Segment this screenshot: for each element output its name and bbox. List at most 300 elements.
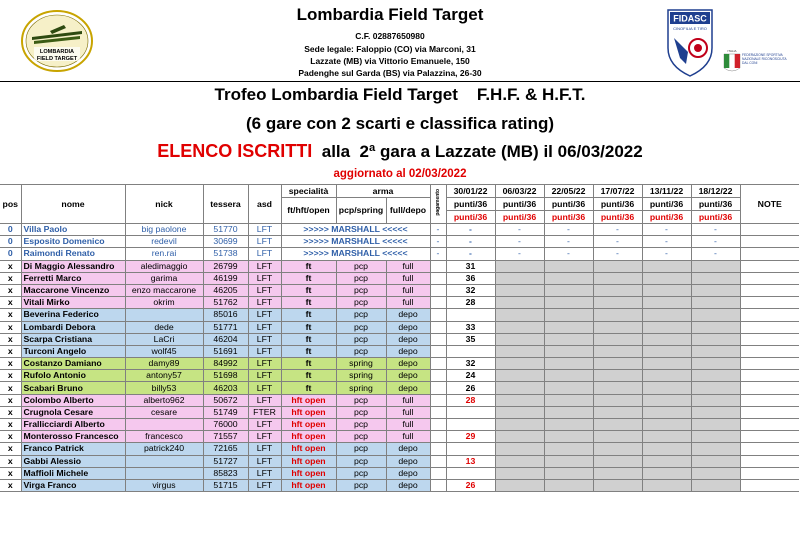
cell-nick — [125, 419, 203, 431]
cell-nome: Maffioli Michele — [21, 467, 125, 479]
cell-pos: x — [0, 467, 21, 479]
cell-asd: LFT — [248, 309, 281, 321]
cell-pos: x — [0, 260, 21, 272]
col-pagamento-header: pagamento — [430, 185, 446, 224]
cell-tipo: full — [386, 394, 430, 406]
cell-nick: cesare — [125, 406, 203, 418]
cell-asd: LFT — [248, 382, 281, 394]
table-row — [0, 431, 799, 443]
cell-score-empty — [691, 272, 740, 284]
cell-score-empty — [544, 260, 593, 272]
cell-note — [740, 467, 799, 479]
cell-tessera: 46204 — [203, 333, 248, 345]
cell-score-empty — [691, 479, 740, 491]
cell-score-empty — [691, 260, 740, 272]
event-heading — [0, 141, 800, 162]
punti-label-red: punti/36 — [544, 211, 593, 224]
punti-label-red: punti/36 — [691, 211, 740, 224]
punti-label: punti/36 — [446, 198, 495, 211]
punti-label: punti/36 — [691, 198, 740, 211]
cell-nick: aledimaggio — [125, 260, 203, 272]
cell-asd: LFT — [248, 455, 281, 467]
cell-arma: spring — [336, 370, 386, 382]
cell-tessera: 51715 — [203, 479, 248, 491]
cell-asd: LFT — [248, 345, 281, 357]
header-row-1 — [0, 185, 799, 198]
date-header: 06/03/22 — [495, 185, 544, 198]
cell-nick — [125, 455, 203, 467]
elenco-iscritti-label: ELENCO ISCRITTI — [157, 141, 313, 161]
cell-score-empty — [642, 419, 691, 431]
cell-score-empty — [593, 358, 642, 370]
cell-score-empty — [495, 284, 544, 296]
cell-score-empty — [691, 321, 740, 333]
cell-score-empty — [593, 419, 642, 431]
cell-score-empty — [544, 333, 593, 345]
cell-asd: LFT — [248, 467, 281, 479]
cell-score: 35 — [446, 333, 495, 345]
cell-score-empty — [593, 272, 642, 284]
cell-nome: Rufolo Antonio — [21, 370, 125, 382]
cell-score-empty — [691, 309, 740, 321]
cell-score: 24 — [446, 370, 495, 382]
cell-asd: LFT — [248, 358, 281, 370]
cell-score-empty — [593, 309, 642, 321]
cell-score: - — [446, 248, 495, 260]
cell-score-empty — [691, 333, 740, 345]
cell-note — [740, 358, 799, 370]
cell-pos: x — [0, 443, 21, 455]
cell-nick: redevil — [125, 236, 203, 248]
cell-score-empty — [593, 406, 642, 418]
cell-score: 28 — [446, 297, 495, 309]
cell-tessera: 46203 — [203, 382, 248, 394]
cell-tessera: 85016 — [203, 309, 248, 321]
cell-score-empty — [544, 406, 593, 418]
cell-nick: big paolone — [125, 224, 203, 236]
table-row — [0, 321, 799, 333]
svg-text:FIELD TARGET: FIELD TARGET — [36, 56, 78, 62]
cell-pos: x — [0, 382, 21, 394]
cell-nick: alberto962 — [125, 394, 203, 406]
cell-nick: garima — [125, 272, 203, 284]
table-row — [0, 479, 799, 491]
col-specialita-header: specialità — [281, 185, 336, 198]
cell-tipo: depo — [386, 455, 430, 467]
cell-score-empty — [544, 297, 593, 309]
cell-tessera: 51727 — [203, 455, 248, 467]
org-cf: C.F. 02887650980 — [355, 31, 425, 41]
cell-arma: spring — [336, 382, 386, 394]
cell-score-empty — [593, 431, 642, 443]
cell-score-empty — [544, 345, 593, 357]
cell-pagamento — [430, 284, 446, 296]
cell-tessera: 26799 — [203, 260, 248, 272]
cell-note — [740, 284, 799, 296]
table-row — [0, 309, 799, 321]
cell-score-empty — [642, 345, 691, 357]
cell-score-empty — [544, 272, 593, 284]
cell-marshall: >>>>> MARSHALL <<<<< — [281, 236, 430, 248]
table-row — [0, 443, 799, 455]
cell-nome: Monterosso Francesco — [21, 431, 125, 443]
cell-pagamento — [430, 431, 446, 443]
punti-label-red: punti/36 — [593, 211, 642, 224]
cell-nick: dede — [125, 321, 203, 333]
table-row — [0, 248, 799, 260]
cell-score-empty — [593, 333, 642, 345]
cell-specialita: ft — [281, 358, 336, 370]
cell-nome: Turconi Angelo — [21, 345, 125, 357]
cell-score-empty — [495, 467, 544, 479]
table-row — [0, 394, 799, 406]
cell-score: 26 — [446, 479, 495, 491]
table-row — [0, 419, 799, 431]
cell-pagamento — [430, 309, 446, 321]
cell-pagamento — [430, 260, 446, 272]
cell-specialita: ft — [281, 345, 336, 357]
cell-arma: pcp — [336, 345, 386, 357]
cell-score-empty — [495, 394, 544, 406]
cell-score-empty — [593, 260, 642, 272]
cell-score-empty — [544, 394, 593, 406]
cell-pos: x — [0, 321, 21, 333]
cell-note — [740, 431, 799, 443]
col-nome-header: nome — [21, 185, 125, 224]
cell-pagamento: - — [430, 236, 446, 248]
cell-score-empty — [495, 358, 544, 370]
cell-pagamento — [430, 394, 446, 406]
cell-score-empty — [691, 358, 740, 370]
cell-score-empty: - — [495, 248, 544, 260]
cell-score-empty — [642, 479, 691, 491]
cell-nick: wolf45 — [125, 345, 203, 357]
cell-arma: pcp — [336, 431, 386, 443]
cell-asd: LFT — [248, 394, 281, 406]
cell-pos: x — [0, 431, 21, 443]
cell-score-empty — [642, 382, 691, 394]
cell-tessera: 76000 — [203, 419, 248, 431]
cell-score-empty — [593, 479, 642, 491]
cell-score — [446, 443, 495, 455]
cell-nick: patrick240 — [125, 443, 203, 455]
cell-score-empty: - — [642, 236, 691, 248]
date-header: 22/05/22 — [544, 185, 593, 198]
cell-tipo: full — [386, 272, 430, 284]
cell-pos: x — [0, 419, 21, 431]
cell-tipo: full — [386, 284, 430, 296]
cell-tipo: depo — [386, 321, 430, 333]
cell-score-empty — [642, 370, 691, 382]
cell-tessera: 71557 — [203, 431, 248, 443]
cell-nome: Costanzo Damiano — [21, 358, 125, 370]
punti-label-red: punti/36 — [446, 211, 495, 224]
cell-score-empty — [642, 455, 691, 467]
col-asd-header: asd — [248, 185, 281, 224]
cell-score-empty — [642, 431, 691, 443]
fidasc-text: FIDASC — [673, 13, 707, 24]
cell-note — [740, 260, 799, 272]
cell-score-empty — [495, 431, 544, 443]
cell-score: - — [446, 236, 495, 248]
cell-score-empty: - — [642, 248, 691, 260]
cell-tessera: 51762 — [203, 297, 248, 309]
cell-score-empty — [544, 284, 593, 296]
cell-score-empty — [593, 467, 642, 479]
cell-note — [740, 382, 799, 394]
cell-specialita: hft open — [281, 419, 336, 431]
cell-tessera: 46205 — [203, 284, 248, 296]
cell-tessera: 51749 — [203, 406, 248, 418]
date-header: 30/01/22 — [446, 185, 495, 198]
cell-nome: Colombo Alberto — [21, 394, 125, 406]
cell-arma: pcp — [336, 406, 386, 418]
cell-score-empty — [495, 321, 544, 333]
cell-pos: x — [0, 370, 21, 382]
cell-asd: LFT — [248, 224, 281, 236]
cell-nome: Vitali Mirko — [21, 297, 125, 309]
cell-score-empty — [495, 345, 544, 357]
cell-note — [740, 406, 799, 418]
cell-tessera: 51691 — [203, 345, 248, 357]
table-row — [0, 345, 799, 357]
cell-score-empty — [691, 455, 740, 467]
cell-score-empty — [691, 297, 740, 309]
cell-pos: x — [0, 284, 21, 296]
table-row — [0, 224, 799, 236]
cell-note — [740, 224, 799, 236]
cell-pos: 0 — [0, 248, 21, 260]
punti-label: punti/36 — [642, 198, 691, 211]
cell-tipo: depo — [386, 382, 430, 394]
cell-score-empty — [495, 370, 544, 382]
cell-tessera: 51770 — [203, 224, 248, 236]
cell-asd: FTER — [248, 406, 281, 418]
cell-asd: LFT — [248, 443, 281, 455]
cell-score-empty — [642, 467, 691, 479]
cell-score-empty — [593, 297, 642, 309]
cell-pos: 0 — [0, 224, 21, 236]
cell-score-empty — [593, 455, 642, 467]
cell-pos: x — [0, 479, 21, 491]
cell-pagamento — [430, 358, 446, 370]
col-specialita-sub: ft/hft/open — [281, 198, 336, 224]
cell-pagamento — [430, 455, 446, 467]
cell-arma: pcp — [336, 467, 386, 479]
cell-score-empty — [691, 467, 740, 479]
cell-score-empty — [642, 358, 691, 370]
col-pos-header: pos — [0, 185, 21, 224]
cell-score-empty — [495, 260, 544, 272]
cell-score-empty — [544, 431, 593, 443]
cell-tipo: depo — [386, 358, 430, 370]
cell-score-empty — [544, 358, 593, 370]
cell-asd: LFT — [248, 284, 281, 296]
cell-score: 13 — [446, 455, 495, 467]
cell-score-empty — [593, 394, 642, 406]
cell-score: 29 — [446, 431, 495, 443]
cell-score-empty — [642, 260, 691, 272]
cell-score-empty — [642, 443, 691, 455]
cell-arma: pcp — [336, 272, 386, 284]
cell-pos: x — [0, 394, 21, 406]
cell-nome: Gabbi Alessio — [21, 455, 125, 467]
cell-nome: Esposito Domenico — [21, 236, 125, 248]
cell-score — [446, 309, 495, 321]
cell-pos: x — [0, 333, 21, 345]
cell-score: 28 — [446, 394, 495, 406]
cell-nick: antony57 — [125, 370, 203, 382]
cell-note — [740, 236, 799, 248]
cell-note — [740, 321, 799, 333]
cell-marshall: >>>>> MARSHALL <<<<< — [281, 224, 430, 236]
punti-label: punti/36 — [593, 198, 642, 211]
cell-pagamento: - — [430, 224, 446, 236]
cell-tipo: full — [386, 406, 430, 418]
cell-asd: LFT — [248, 297, 281, 309]
cell-specialita: ft — [281, 370, 336, 382]
cell-nick: francesco — [125, 431, 203, 443]
cell-score-empty: - — [544, 236, 593, 248]
cell-score-empty: - — [495, 224, 544, 236]
cell-pos: 0 — [0, 236, 21, 248]
trophy-title: Trofeo Lombardia Field Target F.H.F. & H.F.T. — [214, 85, 586, 104]
cell-score-empty — [495, 455, 544, 467]
cell-nome: Maccarone Vincenzo — [21, 284, 125, 296]
cell-score-empty — [593, 382, 642, 394]
federation-text: FEDERAZIONE SPORTIVA NAZIONALE RICONOSCIUTA DAL CONI — [742, 53, 787, 65]
cell-tessera: 72165 — [203, 443, 248, 455]
cell-score-empty — [691, 406, 740, 418]
cell-nick: ren.rai — [125, 248, 203, 260]
cell-score-empty — [642, 309, 691, 321]
cell-note — [740, 479, 799, 491]
org-address-1: Sede legale: Faloppio (CO) via Marconi, 31 — [304, 44, 476, 54]
cell-pagamento — [430, 443, 446, 455]
cell-arma: pcp — [336, 260, 386, 272]
punti-label: punti/36 — [544, 198, 593, 211]
cell-score-empty — [593, 284, 642, 296]
cell-score-empty — [593, 321, 642, 333]
cell-score-empty — [691, 345, 740, 357]
cell-pos: x — [0, 297, 21, 309]
cell-pagamento — [430, 479, 446, 491]
event-details: alla 2ª gara a Lazzate (MB) il 06/03/2022 — [312, 142, 643, 161]
cell-specialita: hft open — [281, 467, 336, 479]
cell-score-empty — [691, 419, 740, 431]
cell-score-empty — [642, 321, 691, 333]
cell-pagamento — [430, 419, 446, 431]
cell-score-empty — [593, 345, 642, 357]
cell-score-empty — [544, 309, 593, 321]
cell-marshall: >>>>> MARSHALL <<<<< — [281, 248, 430, 260]
cell-note — [740, 309, 799, 321]
punti-label-red: punti/36 — [642, 211, 691, 224]
cell-pos: x — [0, 455, 21, 467]
cell-tipo: depo — [386, 370, 430, 382]
cell-nome: Franco Patrick — [21, 443, 125, 455]
cell-score-empty — [642, 297, 691, 309]
cell-score: 31 — [446, 260, 495, 272]
cell-score: 26 — [446, 382, 495, 394]
cell-specialita: ft — [281, 382, 336, 394]
cell-nick — [125, 467, 203, 479]
cell-score-empty — [544, 382, 593, 394]
cell-note — [740, 443, 799, 455]
cell-note — [740, 370, 799, 382]
cell-note — [740, 345, 799, 357]
registration-table — [0, 184, 799, 492]
cell-tipo: depo — [386, 479, 430, 491]
cell-score-empty: - — [593, 248, 642, 260]
cell-pagamento — [430, 345, 446, 357]
col-arma-sub2: full/depo — [386, 198, 430, 224]
cell-note — [740, 419, 799, 431]
punti-label-red: punti/36 — [495, 211, 544, 224]
cell-score-empty — [495, 309, 544, 321]
cell-nome: Di Maggio Alessandro — [21, 260, 125, 272]
cell-score-empty — [691, 382, 740, 394]
cell-score-empty — [544, 321, 593, 333]
cell-asd: LFT — [248, 248, 281, 260]
updated-date: aggiornato al 02/03/2022 — [333, 168, 467, 180]
cell-arma: pcp — [336, 297, 386, 309]
cell-score-empty: - — [642, 224, 691, 236]
cell-asd: LFT — [248, 333, 281, 345]
cell-arma: pcp — [336, 443, 386, 455]
cell-note — [740, 455, 799, 467]
fidasc-logo — [664, 8, 792, 78]
cell-score-empty — [495, 479, 544, 491]
col-arma-header: arma — [336, 185, 430, 198]
cell-note — [740, 297, 799, 309]
cell-tipo: depo — [386, 333, 430, 345]
cell-score-empty — [691, 443, 740, 455]
date-header: 13/11/22 — [642, 185, 691, 198]
cell-score-empty — [593, 370, 642, 382]
cell-score-empty — [495, 406, 544, 418]
cell-score-empty — [544, 479, 593, 491]
cell-arma: spring — [336, 358, 386, 370]
cell-note — [740, 333, 799, 345]
cell-specialita: ft — [281, 333, 336, 345]
cell-pos: x — [0, 309, 21, 321]
cell-score-empty: - — [593, 224, 642, 236]
cell-score-empty — [691, 370, 740, 382]
cell-score-empty — [544, 443, 593, 455]
cell-note — [740, 394, 799, 406]
lombardia-field-target-logo — [20, 9, 94, 73]
cell-score-empty — [642, 394, 691, 406]
cell-pagamento — [430, 272, 446, 284]
cell-tipo: depo — [386, 443, 430, 455]
org-name: Lombardia Field Target — [296, 5, 484, 24]
cell-asd: LFT — [248, 272, 281, 284]
cell-pagamento — [430, 370, 446, 382]
cell-score-empty — [642, 272, 691, 284]
cell-score — [446, 467, 495, 479]
table-row — [0, 333, 799, 345]
cell-score-empty — [691, 394, 740, 406]
cell-note — [740, 248, 799, 260]
cell-pos: x — [0, 272, 21, 284]
date-header: 18/12/22 — [691, 185, 740, 198]
cell-tipo: depo — [386, 467, 430, 479]
cell-score-empty — [495, 297, 544, 309]
cell-pagamento — [430, 321, 446, 333]
cell-pos: x — [0, 345, 21, 357]
cell-score: 32 — [446, 284, 495, 296]
